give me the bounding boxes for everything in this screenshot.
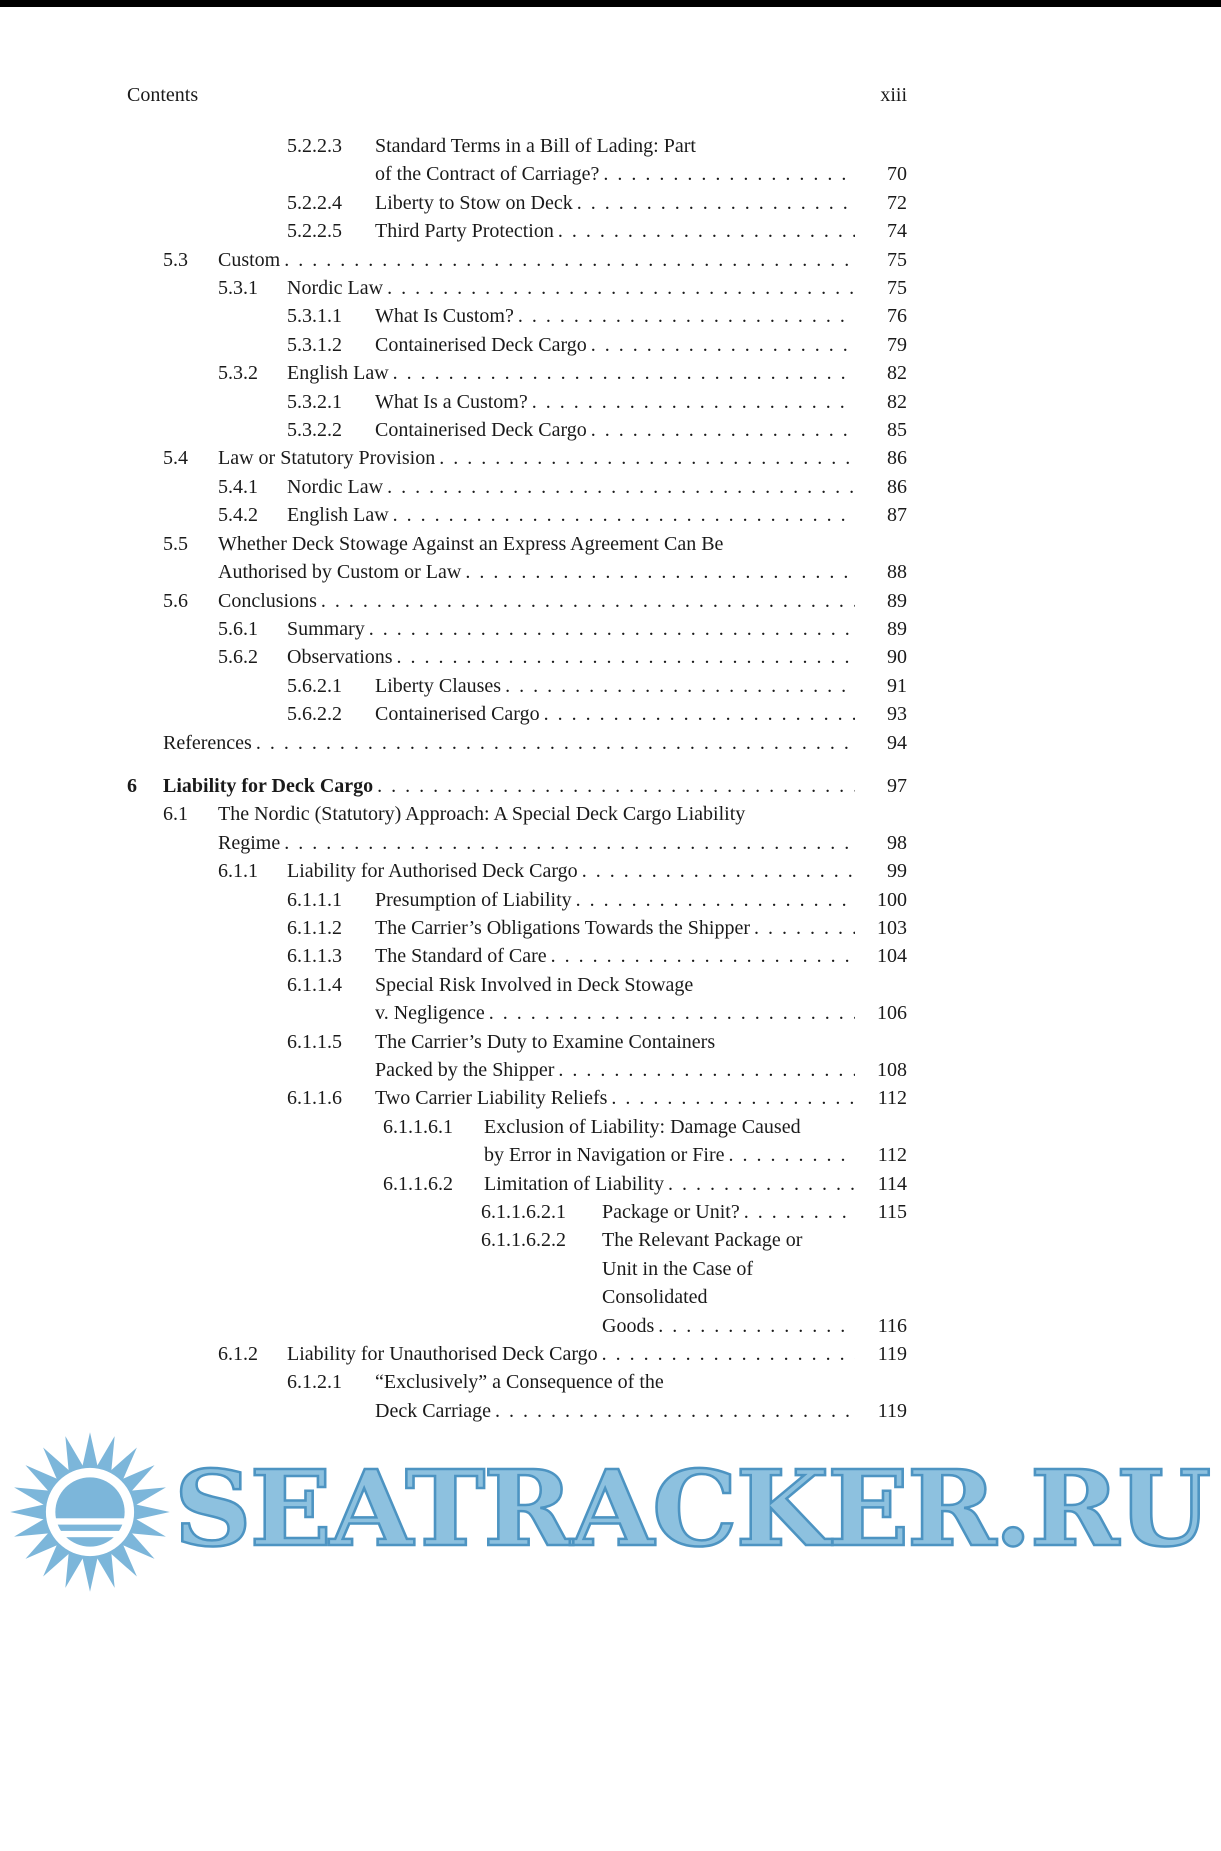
toc-entry-line: [375, 942, 907, 970]
toc-entry-title: English Law: [287, 362, 389, 385]
toc-entry-title: of the Contract of Carriage?: [375, 163, 600, 186]
toc-entry: [287, 388, 907, 416]
toc-entry-line: [375, 302, 907, 330]
toc-entry-title: Third Party Protection: [375, 220, 554, 243]
dot-leader: [744, 1198, 855, 1226]
toc-entry-title: Nordic Law: [287, 277, 384, 300]
toc-entry: [218, 643, 907, 671]
toc-entry-body: [602, 1226, 907, 1340]
sun-wave-2: [54, 1531, 125, 1537]
dot-leader: [377, 772, 855, 800]
toc-entry: [287, 331, 907, 359]
toc-entry-line: [375, 886, 907, 914]
toc-entry-line: [287, 274, 907, 302]
toc-entry-number: 6.1.1.4: [287, 973, 342, 996]
toc-entry-title: What Is a Custom?: [375, 390, 528, 413]
toc-entry-page: 103: [877, 916, 907, 939]
toc-entry-line: [163, 729, 907, 757]
toc-entry-title: Presumption of Liability: [375, 888, 572, 911]
toc-entry-title: Conclusions: [218, 589, 317, 612]
sun-ray: [132, 1504, 170, 1521]
dot-leader: [551, 942, 855, 970]
toc-entry-number: 6.1.2: [218, 1343, 258, 1366]
dot-leader: [321, 587, 855, 615]
toc-entry-line: [287, 473, 907, 501]
toc-entry-number: 6.1.1.6.1: [383, 1115, 453, 1138]
toc-entry-number: 5.5: [163, 532, 188, 555]
toc-entry-line: [375, 700, 907, 728]
toc-entry-line: [287, 857, 907, 885]
sun-ray: [10, 1504, 48, 1521]
toc-entry: [163, 729, 907, 757]
toc-entry-line: [287, 643, 907, 671]
toc-entry: [481, 1198, 907, 1226]
toc-entry: [163, 444, 907, 472]
toc-entry-page: 89: [887, 589, 907, 612]
toc-entry-line: [375, 217, 907, 245]
toc-entry-title: Containerised Deck Cargo: [375, 419, 587, 442]
toc-entry-number: 5.6.2.2: [287, 703, 342, 726]
dot-leader: [591, 416, 855, 444]
dot-leader: [602, 1340, 855, 1368]
toc-entry-page: 75: [887, 248, 907, 271]
toc-entry-page: 86: [887, 475, 907, 498]
toc-entry-title: Packed by the Shipper: [375, 1059, 555, 1081]
toc-entry: [287, 672, 907, 700]
toc-entry: [287, 416, 907, 444]
toc-entry-body: [375, 672, 907, 700]
toc-entry-title: Standard Terms in a Bill of Lading: Part: [375, 135, 696, 157]
toc-entry-title: v. Negligence: [375, 1002, 485, 1025]
toc-entry: [218, 615, 907, 643]
toc-entry: [218, 274, 907, 302]
toc-entry-page: 70: [887, 163, 907, 186]
toc-entry-page: 112: [877, 1144, 907, 1167]
toc-entry-title: The Nordic (Statutory) Approach: A Special Deck Cargo Liability: [218, 803, 746, 826]
toc-entry-title: Nordic Law: [287, 475, 384, 498]
toc-entry-line: [602, 1283, 907, 1311]
toc-entry-number: 5.3.1.2: [287, 333, 342, 356]
toc-entry-body: [218, 587, 907, 615]
toc-entry-number: 5.4.2: [218, 504, 258, 527]
toc-entry: [218, 857, 907, 885]
dot-leader: [558, 217, 855, 245]
sun-wave-1: [50, 1518, 130, 1524]
dot-leader: [369, 615, 855, 643]
toc-entry-body: [375, 886, 907, 914]
toc-entry-page: 91: [887, 674, 907, 697]
toc-entry-number: 6.1.1.6.2.2: [481, 1229, 566, 1252]
toc-entry: [287, 302, 907, 330]
toc-entry-number: 6.1.1.1: [287, 888, 342, 911]
toc-entry-page: 87: [887, 504, 907, 527]
toc-entry-title: The Standard of Care: [375, 945, 547, 968]
toc-entry-page: 104: [877, 945, 907, 968]
toc-entry-title: Whether Deck Stowage Against an Express Agreement Can Be: [218, 532, 724, 555]
toc-entry-line: [218, 558, 907, 586]
sun-logo-icon: [6, 1428, 174, 1596]
toc-entry-body: [375, 914, 907, 942]
toc-entry-page: 88: [887, 561, 907, 584]
toc-entry-page: 98: [887, 831, 907, 854]
toc-entry-page: 94: [887, 731, 907, 754]
toc-entry-body: [287, 473, 907, 501]
dot-leader: [591, 331, 855, 359]
toc-entry-body: [484, 1113, 907, 1170]
toc-entry: [287, 914, 907, 942]
toc-entry-body: [287, 359, 907, 387]
toc-entry-line: [375, 189, 907, 217]
toc-entry-line: [602, 1226, 907, 1254]
toc-entry-line: [484, 1170, 907, 1198]
sun-ray: [82, 1432, 99, 1470]
dot-leader: [729, 1141, 856, 1169]
toc-entry-number: 6.1.1.5: [287, 1030, 342, 1053]
toc-entry-line: [218, 530, 907, 558]
dot-leader: [489, 999, 855, 1027]
toc-entry-line: [218, 587, 907, 615]
toc-entry-body: [375, 132, 907, 189]
toc-entry-number: 6: [127, 774, 137, 797]
toc-entry: [287, 886, 907, 914]
dot-leader: [668, 1170, 855, 1198]
toc-entry-line: [163, 772, 907, 800]
toc-entry: [287, 700, 907, 728]
toc-entry-page: 97: [887, 774, 907, 797]
toc-entry-line: [602, 1255, 907, 1283]
toc-entry-title: The Carrier’s Obligations Towards the Shipper: [375, 916, 751, 939]
toc-entry-line: [602, 1198, 907, 1226]
toc-entry-page: 99: [887, 860, 907, 883]
toc-entry-body: [375, 942, 907, 970]
toc-entry-line: [287, 1340, 907, 1368]
dot-leader: [465, 558, 855, 586]
toc-entry-body: [218, 444, 907, 472]
toc-entry-page: 115: [877, 1201, 907, 1224]
dot-leader: [558, 1056, 855, 1084]
dot-leader: [603, 160, 855, 188]
toc-entry-page: 106: [877, 1002, 907, 1025]
toc-entry-page: 82: [887, 390, 907, 413]
running-header: [127, 84, 907, 107]
toc-entry-line: [287, 615, 907, 643]
toc-entry-title: Special Risk Involved in Deck Stowage: [375, 973, 694, 996]
toc-entry-title: Two Carrier Liability Reliefs: [375, 1087, 608, 1110]
toc-entry-line: [375, 914, 907, 942]
toc-entry-number: 5.6.2.1: [287, 674, 342, 697]
toc-entry-page: 79: [887, 333, 907, 356]
dot-leader: [505, 672, 855, 700]
toc-entry: [127, 772, 907, 800]
toc-entry-page: 108: [877, 1059, 907, 1081]
toc-entry: [287, 1084, 907, 1112]
dot-leader: [577, 189, 855, 217]
toc-entry-number: 5.3.2: [218, 362, 258, 385]
toc-entry-body: [163, 772, 907, 800]
toc-entry-title: Exclusion of Liability: Damage Caused: [484, 1115, 801, 1138]
dot-leader: [387, 274, 855, 302]
toc-entry-title: English Law: [287, 504, 389, 527]
toc-entry-line: [218, 800, 907, 828]
toc-entry-line: [375, 416, 907, 444]
toc-entry-title: What Is Custom?: [375, 305, 514, 328]
toc-entry: [218, 1340, 907, 1368]
dot-leader: [393, 359, 855, 387]
toc-entry-page: 112: [877, 1087, 907, 1110]
page-number-roman: xiii: [880, 84, 907, 106]
toc-entry-line: [218, 829, 907, 857]
toc-entry-title: Law or Statutory Provision: [218, 447, 436, 470]
toc-entry-title: Observations: [287, 646, 393, 669]
toc-entry-number: 5.4: [163, 447, 188, 470]
toc-entry-line: [218, 246, 907, 274]
toc-entry: [218, 501, 907, 529]
toc-entry: [163, 246, 907, 274]
toc-entry: [218, 359, 907, 387]
toc-entry-page: 116: [877, 1314, 907, 1337]
toc-entry: [163, 800, 907, 857]
toc-entry-line: [375, 1368, 907, 1396]
dot-leader: [754, 914, 855, 942]
toc-entry-title: Regime: [218, 831, 281, 854]
toc-entry-body: [218, 246, 907, 274]
toc-entry-title: The Relevant Package or: [602, 1229, 803, 1252]
toc-entry-line: [375, 1084, 907, 1112]
toc-entry-line: [218, 444, 907, 472]
toc-entry-number: 6.1.1.3: [287, 945, 342, 968]
toc-entry-page: 119: [877, 1343, 907, 1366]
dot-leader: [532, 388, 855, 416]
toc-entry-body: [375, 1084, 907, 1112]
dot-leader: [439, 444, 855, 472]
toc-entry-line: [287, 501, 907, 529]
toc-entry-body: [375, 217, 907, 245]
toc-entry-line: [375, 132, 907, 160]
toc-entry-line: [602, 1312, 907, 1340]
toc-entry-title: References: [163, 731, 252, 754]
toc-entry-number: 5.3.2.2: [287, 419, 342, 442]
dot-leader: [393, 501, 855, 529]
toc-entry-body: [375, 302, 907, 330]
toc-entry-body: [287, 643, 907, 671]
toc-entry-body: [287, 274, 907, 302]
toc-entry: [287, 217, 907, 245]
toc-entry-title: by Error in Navigation or Fire: [484, 1144, 725, 1167]
toc-entry-title: Limitation of Liability: [484, 1172, 664, 1195]
toc-entry-number: 5.3.1.1: [287, 305, 342, 328]
toc-entry-body: [375, 331, 907, 359]
dot-leader: [658, 1312, 855, 1340]
toc-entry-title: Containerised Cargo: [375, 703, 540, 726]
toc-entry-title: Consolidated: [602, 1286, 708, 1309]
running-header-title: Contents: [127, 84, 199, 106]
toc-entry-number: 6.1.1.2: [287, 916, 342, 939]
toc-entry-title: Liberty to Stow on Deck: [375, 191, 573, 214]
toc-entry-number: 6.1.2.1: [287, 1371, 342, 1394]
toc-entry-page: 90: [887, 646, 907, 669]
toc-entry-page: 119: [877, 1399, 907, 1422]
watermark: [6, 1428, 1214, 1596]
toc-entry-line: [484, 1141, 907, 1169]
toc-entry-page: 100: [877, 888, 907, 911]
toc-entry-page: 85: [887, 419, 907, 442]
toc-entry: [287, 942, 907, 970]
toc-entry: [287, 971, 907, 1028]
dot-leader: [284, 829, 855, 857]
toc-entry-number: 5.3.2.1: [287, 390, 342, 413]
toc-entry-number: 5.2.2.4: [287, 191, 342, 214]
dot-leader: [495, 1397, 855, 1425]
toc-entry: [163, 530, 907, 587]
toc-entry-number: 6.1.1: [218, 860, 258, 883]
toc-entry-title: Liability for Unauthorised Deck Cargo: [287, 1343, 598, 1366]
watermark-text: SEATRACKER.RU: [174, 1447, 1210, 1570]
toc-entry-number: 5.2.2.3: [287, 135, 342, 157]
toc-entry-title: Custom: [218, 248, 281, 271]
toc-entry-page: 75: [887, 277, 907, 300]
toc-entry-body: [375, 971, 907, 1028]
toc-entry: [287, 1028, 907, 1085]
toc-entry-number: 5.3: [163, 248, 188, 271]
toc-entry: [481, 1226, 907, 1340]
toc-entry: [163, 587, 907, 615]
toc-entry-body: [375, 416, 907, 444]
toc-entry: [218, 473, 907, 501]
toc-entry-page: 72: [887, 191, 907, 214]
dot-leader: [576, 886, 855, 914]
toc-entry-number: 5.3.1: [218, 277, 258, 300]
toc-entry-body: [484, 1170, 907, 1198]
toc-entry-title: “Exclusively” a Consequence of the: [375, 1371, 664, 1394]
dot-leader: [611, 1084, 855, 1112]
toc-entry-line: [375, 971, 907, 999]
toc-entry-title: Deck Carriage: [375, 1399, 492, 1422]
toc-entry-title: Unit in the Case of: [602, 1257, 754, 1280]
dot-leader: [397, 643, 855, 671]
toc-entry: [287, 1368, 907, 1425]
toc-entry-body: [287, 501, 907, 529]
toc-entry-body: [218, 800, 907, 857]
toc-entry-title: The Carrier’s Duty to Examine Containers: [375, 1030, 716, 1053]
toc-entry-body: [375, 700, 907, 728]
toc-entry-page: 74: [887, 220, 907, 243]
toc-entry-number: 5.6: [163, 589, 188, 612]
toc-entry-body: [287, 1340, 907, 1368]
toc-entry: [287, 189, 907, 217]
toc-entry-number: 5.4.1: [218, 475, 258, 498]
dot-leader: [256, 729, 855, 757]
toc-entry-line: [375, 1397, 907, 1425]
toc-entry-page: 93: [887, 703, 907, 726]
toc-entry-page: 82: [887, 362, 907, 385]
sun-ray: [82, 1554, 99, 1592]
toc-entry-line: [375, 999, 907, 1027]
toc-entry-title: Containerised Deck Cargo: [375, 333, 587, 356]
toc-entry-body: [163, 729, 907, 757]
dot-leader: [544, 700, 855, 728]
toc-entry-line: [375, 160, 907, 188]
toc-entry-body: [218, 530, 907, 587]
toc-entry-number: 6.1: [163, 803, 188, 826]
watermark-text-svg: [174, 1447, 1214, 1577]
toc-entry-number: 5.6.2: [218, 646, 258, 669]
toc-entry-page: 76: [887, 305, 907, 328]
toc-entry-line: [375, 672, 907, 700]
toc-entry: [383, 1170, 907, 1198]
toc-entry-line: [287, 359, 907, 387]
toc-entry-title: Goods: [602, 1314, 655, 1337]
toc-entry-line: [375, 1056, 907, 1084]
toc-entry: [383, 1113, 907, 1170]
toc-entry-number: 5.6.1: [218, 617, 258, 640]
toc-entry-line: [375, 1028, 907, 1056]
toc-entry: [287, 132, 907, 189]
toc-entry-page: 89: [887, 617, 907, 640]
toc-list: [127, 132, 907, 1425]
toc-entry-number: 6.1.1.6: [287, 1087, 342, 1110]
toc-entry-body: [375, 1028, 907, 1085]
dot-leader: [582, 857, 855, 885]
toc-entry-title: Liability for Authorised Deck Cargo: [287, 860, 578, 883]
toc-entry-title: Liability for Deck Cargo: [163, 774, 374, 797]
toc-entry-body: [375, 189, 907, 217]
toc-entry-body: [375, 1368, 907, 1425]
toc-entry-page: 114: [877, 1172, 907, 1195]
dot-leader: [284, 246, 855, 274]
toc-entry-body: [602, 1198, 907, 1226]
toc-entry-title: Summary: [287, 617, 365, 640]
toc-entry-body: [287, 615, 907, 643]
toc-entry-line: [484, 1113, 907, 1141]
toc-entry-number: 6.1.1.6.2: [383, 1172, 453, 1195]
scan-edge: [0, 0, 1221, 7]
toc-entry-body: [375, 388, 907, 416]
toc-entry-title: Package or Unit?: [602, 1201, 740, 1224]
toc-entry-title: Liberty Clauses: [375, 674, 502, 697]
toc-entry-line: [375, 331, 907, 359]
toc-entry-line: [375, 388, 907, 416]
toc-entry-title: Authorised by Custom or Law: [218, 561, 462, 584]
toc-entry-number: 6.1.1.6.2.1: [481, 1201, 566, 1224]
dot-leader: [387, 473, 855, 501]
toc-entry-page: 86: [887, 447, 907, 470]
toc-entry-number: 5.2.2.5: [287, 220, 342, 243]
toc-entry-body: [287, 857, 907, 885]
dot-leader: [518, 302, 855, 330]
